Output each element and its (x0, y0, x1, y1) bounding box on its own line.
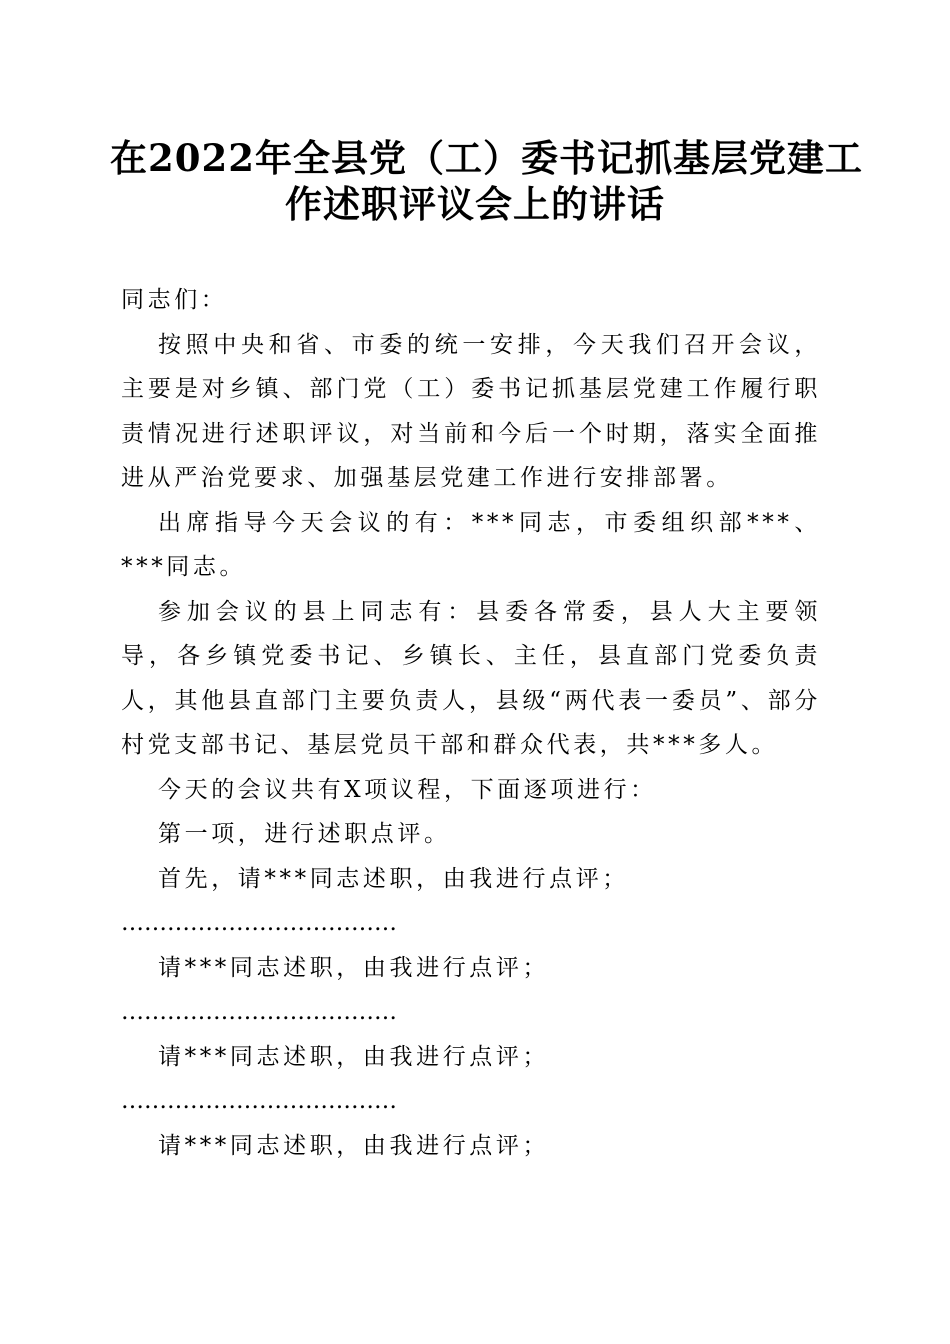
paragraph-item-one: 第一项，进行述职点评。 (158, 821, 451, 847)
paragraph-agenda: 今天的会议共有X项议程，下面逐项进行： (158, 776, 657, 803)
title-line-2: 作述职评议会上的讲话 (285, 182, 665, 226)
title-line-1: 在2022年全县党（工）委书记抓基层党建工 (110, 136, 863, 180)
ellipsis-line: ……………………………… (121, 1088, 397, 1114)
review-line: 请***同志述职，由我进行点评； (158, 954, 550, 981)
document-body (121, 278, 821, 1168)
review-line: 请***同志述职，由我进行点评； (158, 1132, 550, 1159)
paragraph-first-review: 首先，请***同志述职，由我进行点评； (158, 865, 629, 892)
paragraph-attendees-county: 参加会议的县上同志有：县委各常委，县人大主要领导，各乡镇党委书记、乡镇长、主任，县直部门党委负责人，其他县直部门主要负责人，县级“两代表一委员”、部分村党支部书记、基层党员干部和群众代表，共***多人。 (121, 598, 821, 758)
paragraph-attendees-guidance: 出席指导今天会议的有：***同志，市委组织部***、***同志。 (121, 509, 821, 580)
salutation: 同志们： (121, 287, 228, 313)
ellipsis-line: ……………………………… (121, 910, 397, 936)
paragraph-arrangement: 按照中央和省、市委的统一安排，今天我们召开会议，主要是对乡镇、部门党（工）委书记抓基层党建工作履行职责情况进行述职评议，对当前和今后一个时期，落实全面推进从严治党要求、加强基层党建工作进行安排部署。 (121, 331, 821, 491)
review-line: 请***同志述职，由我进行点评； (158, 1043, 550, 1070)
ellipsis-line: ……………………………… (121, 999, 397, 1025)
document-title (110, 135, 863, 227)
